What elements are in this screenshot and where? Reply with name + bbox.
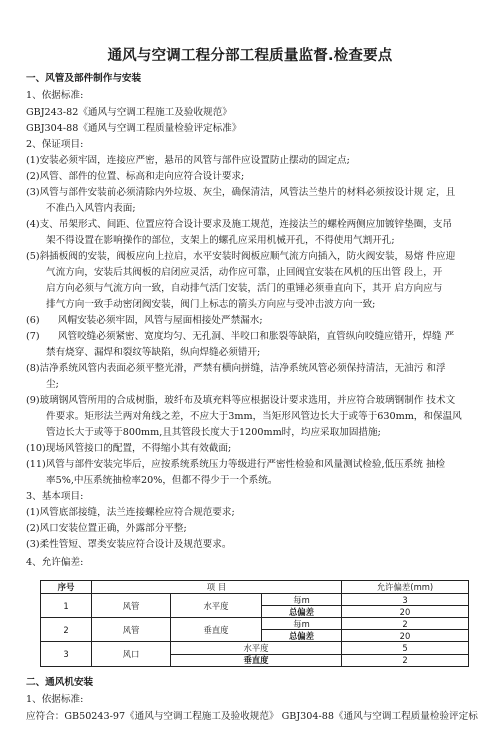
guarantee-line: 架不得设置在影响操作的部位，支架上的螺孔应采用机械开孔，不得使用气割开孔; [46,235,395,246]
row-no: 1 [41,594,92,618]
row-measure-label: 总偏差 [262,630,342,642]
row-measure-label: 水平度 [171,642,342,655]
row-measure-label: 每m [262,618,342,630]
guarantee-line: (1)安装必须牢固，连接应严密，悬吊的风管与部件应设置防止摆动的固定点; [26,155,350,166]
section2-basis-line: 应符合：GB50243-97《通风与空调工程施工及验收规范》 GBJ304-88《通风与空调工程质量检验评定标 [26,711,478,722]
basis-label: 1、依据标准: [26,90,84,101]
header-tolerance: 允许偏差(mm) [342,581,469,594]
row-no: 3 [41,642,92,667]
page-title: 通风与空调工程分部工程质量监督.检查要点 [107,48,393,64]
row-measure-value: 2 [342,618,469,630]
section2-basis-label: 1、依据标准: [26,694,84,705]
basic-line: (3)柔性管短、罩类安装应符合设计及规范要求。 [26,539,232,550]
guarantee-line: (6) 风帽安装必须牢固，风管与屋面相接处严禁漏水; [26,315,263,326]
table-header-row [41,581,469,594]
guarantee-line: (7) 风管咬缝必须紧密、宽度均匀、无孔洞、半咬口和胀裂等缺陷，直管纵向咬缝应错开，焊缝 严 [26,331,455,342]
guarantee-line: (11)风管与部件安装完毕后，应按系统系统压力等级进行严密性检验和风量测试检验,低压系统 抽检 [26,459,446,470]
guarantee-line: (9)玻璃钢风管所用的合成树脂，玻纤布及填充料等应根据设计要求选用，并应符合玻璃钢制作 技术文 [26,395,456,406]
guarantee-line: 启方向必须与气流方向一致，自动排气活门安装，活门的重锤必须垂直向下，其开 启方向应与 [46,283,443,294]
guarantee-line: (2)风管、部件的位置、标高和走向应符合设计要求; [26,171,245,182]
guarantee-line: 尘; [46,379,59,390]
guarantee-line: (3)风管与部件安装前必须清除内外垃圾、灰尘，确保清洁，风管法兰垫片的材料必须按设计规 定，且 [26,187,456,198]
guarantee-line: (10)现场风管接口的配置，不得缩小其有效截面; [26,443,232,454]
row-measure-label: 每m [262,594,342,606]
guarantee-line: 不准凸入风管内表面; [46,203,136,214]
basic-line: (2)风口安装位置正确，外露部分平整; [26,523,187,534]
row-measure-value: 5 [342,642,469,655]
guarantee-line: (5)斜插板阀的安装，阀板应向上拉启，水平安装时阀板应顺气流方向插入，防火阀安装，易熔 件应迎 [26,251,456,262]
guarantee-line: 件要求。矩形法兰两对角线之差，不应大于3mm，当矩形风管边长大于或等于630mm，和保温风 [46,411,462,422]
header-no: 序号 [41,581,92,594]
header-item: 项 目 [92,581,342,594]
guarantee-line: 禁有烧穿、漏焊和裂纹等缺陷，纵向焊缝必须错开; [46,347,261,358]
row-measure-label: 总偏差 [262,606,342,618]
row-item: 风管 [92,594,171,618]
guarantee-line: 排气方向一致手动密闭阀安装，阀门上标志的箭头方向应与受冲击波方向一致; [46,299,376,310]
guarantee-line: (4)支、吊架形式、间距、位置应符合设计要求及施工规范，连接法兰的螺栓两侧应加镀锌垫圈，支吊 [26,219,453,230]
row-measure-value: 2 [342,654,469,667]
table-row [41,642,469,655]
guarantee-line: 气流方向，安装后其阀板的启闭应灵活，动作应可靠，止回阀宜安装在风机的压出管 段上，开 [46,267,443,278]
standard-line: GBJ243-82《通风与空调工程施工及验收规范》 [26,107,232,118]
guarantee-line: 管边长大于或等于800mm,且其管段长度大于1200mm时，均应采取加固措施; [46,427,381,438]
tolerance-label: 4、允许偏差: [26,557,84,568]
basic-label: 3、基本项目: [26,491,84,502]
row-item: 风管 [92,618,171,642]
row-measure-label: 垂直度 [171,654,342,667]
tolerance-table [40,580,469,667]
table-row [41,618,469,630]
row-measure-value: 20 [342,606,469,618]
row-sub: 水平度 [171,594,262,618]
row-item: 风口 [92,642,171,667]
standard-line: GBJ304-88《通风与空调工程质量检验评定标准》 [26,123,242,134]
guarantee-label: 2、保证项目: [26,139,84,150]
section1-heading: 一、风管及部件制作与安装 [26,73,142,84]
guarantee-line: 率5%,中压系统抽检率20%，但都不得少于一个系统。 [46,475,278,486]
basic-line: (1)风管底部接缝，法兰连接螺栓应符合规范要求; [26,507,235,518]
row-measure-value: 20 [342,630,469,642]
section2-heading: 二、通风机安装 [26,677,94,688]
row-no: 2 [41,618,92,642]
row-measure-value: 3 [342,594,469,606]
row-sub: 垂直度 [171,618,262,642]
guarantee-line: (8)洁净系统风管内表面必须平整光滑，严禁有横向拼缝，洁净系统风管必须保持清洁，无油污 和浮 [26,363,446,374]
table-row [41,594,469,606]
